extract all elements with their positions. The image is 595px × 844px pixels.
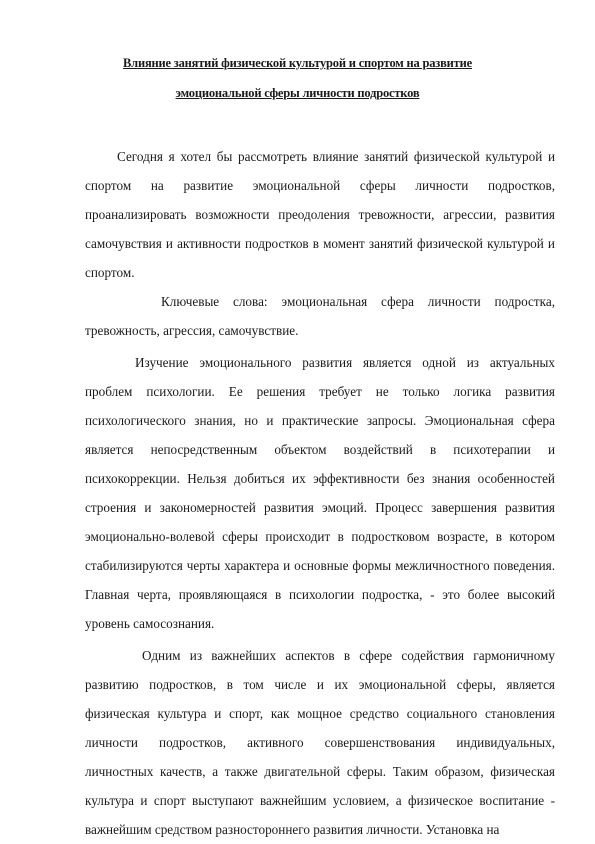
document-title-line-1: Влияние занятий физической культурой и спортом на развитие (123, 56, 472, 70)
document-body (85, 142, 555, 844)
document-title-line-2: эмоциональной сферы личности подростков (175, 86, 420, 100)
paragraph-physical-culture: Одним из важнейших аспектов в сфере содействия гармоничному развитию подростков, в том числе и их эмоциональной сферы, является физическая культура и спорт, как мощное средство социального становления личности подростков, активного совершенствования индивидуальных, личностных качеств, а также двигательной сферы. Таким образом, физическая культура и спорт выступают важнейшим условием, а физическое воспитание - важнейшим средством разностороннего развития личности. Установка на (85, 648, 555, 837)
paragraph-emotional-development: Изучение эмоционального развития является одной из актуальных проблем психологии. Ее решения требует не только логика развития психологического знания, но и практические запросы. Эмоциональная сфера является непосредственным объектом воздействий в психотерапии и психокоррекции. Нельзя добиться их эффективности без знания особенностей строения и закономерностей развития эмоций. Процесс завершения развития эмоционально-волевой сферы происходит в подростковом возрасте, в котором стабилизируются черты характера и основные формы межличностного поведения. Главная черта, проявляющаяся в психологии подростка, - это более высокий уровень самосознания. (85, 355, 555, 631)
paragraph-keywords: Ключевые слова: эмоциональная сфера личности подростка, тревожность, агрессия, самочувствие. (85, 294, 555, 338)
paragraph-intro: Сегодня я хотел бы рассмотреть влияние занятий физической культурой и спортом на развитие эмоциональной сферы личности подростков, проанализировать возможности преодоления тревожности, агрессии, развития самочувствия и активности подростков в момент занятий физической культурой и спортом. (85, 149, 555, 280)
